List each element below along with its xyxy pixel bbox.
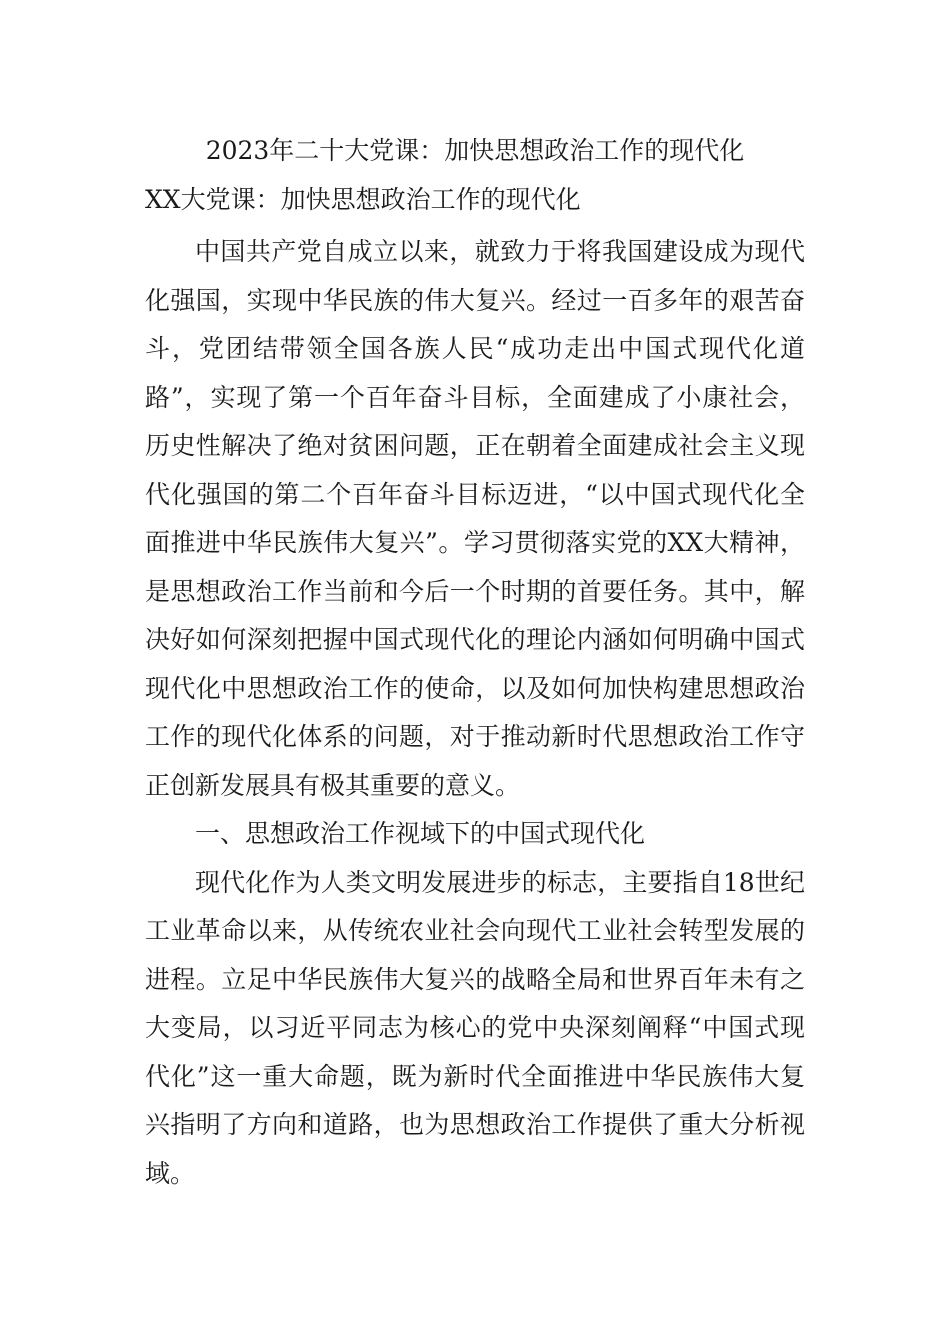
body-paragraph: 中国共产党自成立以来，就致力于将我国建设成为现代化强国，实现中华民族的伟大复兴。经过一百多年的艰苦奋斗，党团结带领全国各族人民“成功走出中国式现代化道路”，实现了第一个百年奋斗目标，全面建成了小康社会，历史性解决了绝对贫困问题，正在朝着全面建成社会主义现代化强国的第二个百年奋斗目标迈进，“以中国式现代化全面推进中华民族伟大复兴”。学习贯彻落实党的XX大精神，是思想政治工作当前和今后一个时期的首要任务。其中，解决好如何深刻把握中国式现代化的理论内涵如何明确中国式现代化中思想政治工作的使命，以及如何加快构建思想政治工作的现代化体系的问题，对于推动新时代思想政治工作守正创新发展具有极其重要的意义。 bbox=[145, 237, 805, 800]
document-title: 2023年二十大党课：加快思想政治工作的现代化 bbox=[205, 136, 745, 165]
document-subtitle: XX大党课：加快思想政治工作的现代化 bbox=[145, 185, 581, 214]
section-heading: 一、思想政治工作视域下的中国式现代化 bbox=[195, 819, 646, 848]
document-body bbox=[145, 228, 805, 1198]
section-paragraph: 现代化作为人类文明发展进步的标志，主要指自18世纪工业革命以来，从传统农业社会向现代工业社会转型发展的进程。立足中华民族伟大复兴的战略全局和世界百年未有之大变局，以习近平同志为核心的党中央深刻阐释“中国式现代化”这一重大命题，既为新时代全面推进中华民族伟大复兴指明了方向和道路，也为思想政治工作提供了重大分析视域。 bbox=[145, 867, 805, 1188]
